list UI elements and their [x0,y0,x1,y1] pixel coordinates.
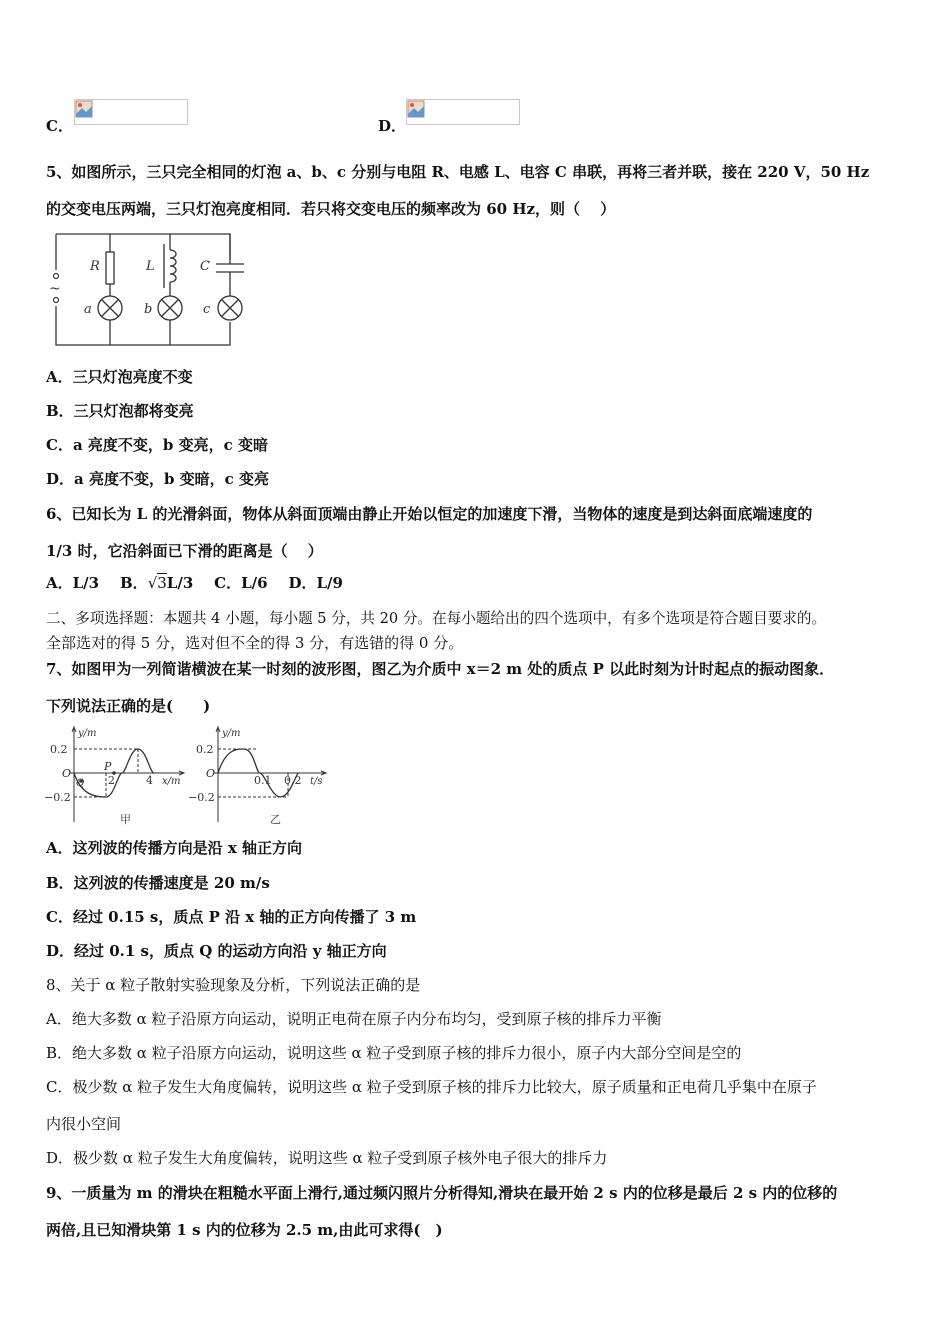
q7-stem-line2: 下列说法正确的是( ) [46,697,211,715]
q6-option-b-prefix: B． [120,574,148,592]
q7-stem-line1: 7、如图甲为一列简谐横波在某一时刻的波形图，图乙为介质中 x＝2 m 处的质点 P 以此时刻为计时起点的振动图象． [46,660,835,678]
q7-option-c: C．经过 0.15 s，质点 P 沿 x 轴的正方向传播了 3 m [46,908,417,926]
q4-option-d-image [406,99,520,125]
q5-option-a: A．三只灯泡亮度不变 [46,368,193,386]
jia-tick-2: 2 [108,774,115,787]
q6-stem-line1: 6、已知长为 L 的光滑斜面，物体从斜面顶端由静止开始以恒定的加速度下滑，当物体的速度是到达斜面底端速度的 [46,505,813,523]
broken-image-icon [75,100,93,118]
jia-caption: 甲 [120,813,131,826]
q6-option-c: C．L/6 [214,574,268,592]
q7-graph-yi [188,724,346,828]
jia-y-unit: y/m [78,728,97,739]
q8-option-b: B．绝大多数 α 粒子沿原方向运动，说明这些 α 粒子受到原子核的排斥力很小，原子内大部分空间是空的 [46,1044,742,1062]
q6-stem-line2: 1/3 时，它沿斜面已下滑的距离是（ ） [46,542,323,560]
q7-graph-jia [44,724,194,828]
q6-option-b-suffix: L/3 [166,574,194,592]
q6-options [46,573,343,593]
section2-line1: 二、多项选择题：本题共 4 小题，每小题 5 分，共 20 分。在每小题给出的四个选项中，有多个选项是符合题目要求的。 [46,610,827,627]
q4-option-c-image [74,99,188,125]
yi-y-top: 0.2 [196,743,214,756]
ac-source-symbol: ~ [49,281,61,297]
sqrt-symbol: √ [147,574,158,592]
label-l: L [146,259,155,274]
yi-origin: O [206,767,216,780]
label-r: R [90,259,100,274]
yi-tick-2: 0.2 [284,774,302,787]
q8-option-c-cont: 内很小空间 [46,1115,122,1133]
q4-option-d-label: D． [378,117,407,135]
bulb-b-label: b [144,302,153,317]
q7-option-a: A．这列波的传播方向是沿 x 轴正方向 [46,839,303,857]
bulb-c-label: c [203,302,211,317]
jia-point-p: P [104,760,112,773]
jia-x-unit: x/m [162,776,181,787]
jia-y-bottom: −0.2 [44,791,71,804]
q9-stem-line2: 两倍,且已知滑块第 1 s 内的位移为 2.5 m,由此可求得( ) [46,1221,443,1239]
q5-option-b: B．三只灯泡都将变亮 [46,402,194,420]
q7-option-b: B．这列波的传播速度是 20 m/s [46,874,270,892]
q8-option-d: D．极少数 α 粒子发生大角度偏转，说明这些 α 粒子受到原子核外电子很大的排斥力 [46,1149,608,1167]
q5-option-c: C．a 亮度不变，b 变亮，c 变暗 [46,436,268,454]
q4-option-c-label: C． [46,117,73,135]
yi-y-unit: y/m [222,728,241,739]
q6-option-b-root: 3 [157,574,167,592]
q8-option-a: A．绝大多数 α 粒子沿原方向运动，说明正电荷在原子内分布均匀，受到原子核的排斥力平衡 [46,1010,662,1028]
jia-y-top: 0.2 [50,743,68,756]
bulb-a-label: a [84,302,92,317]
jia-tick-4: 4 [146,774,153,787]
q7-option-d: D．经过 0.1 s，质点 Q 的运动方向沿 y 轴正方向 [46,942,387,960]
yi-x-unit: t/s [310,776,323,787]
q8-stem: 8、关于 α 粒子散射实验现象及分析，下列说法正确的是 [46,976,421,994]
yi-y-bottom: −0.2 [188,791,215,804]
q6-option-d: D．L/9 [288,574,343,592]
q9-stem-line1: 9、一质量为 m 的滑块在粗糙水平面上滑行,通过频闪照片分析得知,滑块在最开始 2 s 内的位移是最后 2 s 内的位移的 [46,1184,838,1202]
q6-option-a: A．L/3 [46,574,100,592]
broken-image-icon [407,100,425,118]
q5-option-d: D．a 亮度不变，b 变暗，c 变亮 [46,470,270,488]
q5-stem-line1: 5、如图所示，三只完全相同的灯泡 a、b、c 分别与电阻 R、电感 L、电容 C 串联，再将三者并联，接在 220 V，50 Hz [46,163,870,181]
q8-option-c: C．极少数 α 粒子发生大角度偏转，说明这些 α 粒子受到原子核的排斥力比较大，原子质量和正电荷几乎集中在原子 [46,1078,817,1096]
q5-circuit-diagram [40,228,260,352]
jia-point-q: Q [76,778,85,789]
q5-stem-line2: 的交变电压两端，三只灯泡亮度相同．若只将交变电压的频率改为 60 Hz，则（ ） [46,200,616,218]
yi-tick-1: 0.1 [254,774,272,787]
section2-line2: 全部选对的得 5 分，选对但不全的得 3 分，有选错的得 0 分。 [46,634,464,652]
jia-origin: O [62,767,72,780]
label-c: C [200,259,210,274]
yi-caption: 乙 [270,813,281,826]
